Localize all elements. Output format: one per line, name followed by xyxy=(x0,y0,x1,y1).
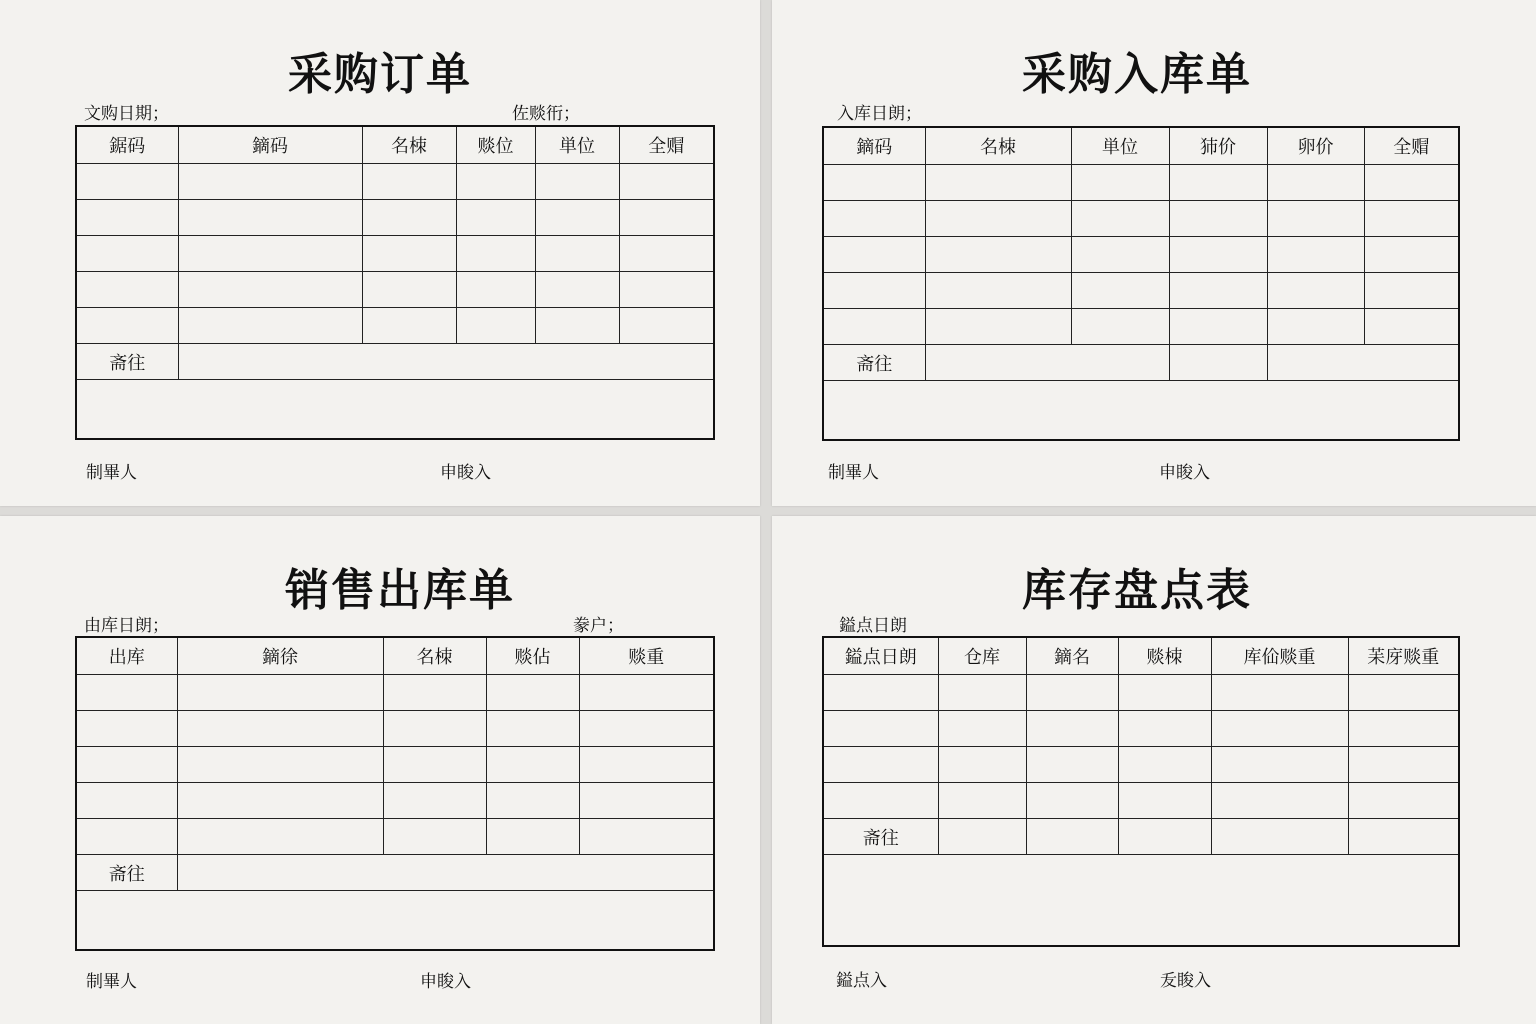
table-cell[interactable] xyxy=(1026,675,1118,711)
table-cell[interactable] xyxy=(456,164,535,200)
table-row xyxy=(76,164,714,200)
table-cell[interactable] xyxy=(925,237,1071,273)
table-cell[interactable] xyxy=(1169,273,1267,309)
table-cell[interactable] xyxy=(619,164,714,200)
table-cell[interactable] xyxy=(76,675,177,711)
table-cell[interactable] xyxy=(1169,237,1267,273)
table-cell[interactable] xyxy=(1118,783,1211,819)
table-cell[interactable] xyxy=(823,783,938,819)
table-row xyxy=(76,200,714,236)
table-cell[interactable] xyxy=(823,747,938,783)
table-cell[interactable] xyxy=(619,236,714,272)
table-cell[interactable] xyxy=(1026,783,1118,819)
table-cell[interactable] xyxy=(938,783,1026,819)
purchase-order-title: 采购订单 xyxy=(288,49,472,100)
table-row xyxy=(823,165,1459,201)
table-cell[interactable] xyxy=(383,783,486,819)
table-cell[interactable] xyxy=(177,819,383,855)
note-field[interactable] xyxy=(938,819,1026,855)
remarks-area xyxy=(76,891,714,951)
table-cell[interactable] xyxy=(76,747,177,783)
table-cell[interactable] xyxy=(362,200,456,236)
table-cell[interactable] xyxy=(456,272,535,308)
table-cell[interactable] xyxy=(1026,711,1118,747)
remarks-area xyxy=(76,380,714,440)
table-cell[interactable] xyxy=(823,711,938,747)
maker-label: 制畢人 xyxy=(86,463,137,483)
table-cell[interactable] xyxy=(486,747,579,783)
table-cell[interactable] xyxy=(1364,309,1459,345)
table-cell[interactable] xyxy=(1211,747,1348,783)
note-label: 斋往 xyxy=(76,344,178,380)
remarks-field[interactable] xyxy=(76,380,714,440)
inventory-count-table xyxy=(822,636,1460,947)
table-cell[interactable] xyxy=(383,675,486,711)
table-cell[interactable] xyxy=(1267,201,1364,237)
table-cell[interactable] xyxy=(823,273,925,309)
note-field[interactable] xyxy=(1348,819,1459,855)
table-header-row xyxy=(76,637,714,675)
table-cell[interactable] xyxy=(76,272,178,308)
column-header: 名栜 xyxy=(362,126,456,164)
table-row xyxy=(823,273,1459,309)
table-cell[interactable] xyxy=(76,819,177,855)
column-header: 全赗 xyxy=(619,126,714,164)
table-cell[interactable] xyxy=(579,747,714,783)
column-header: 鎰点日朗 xyxy=(823,637,938,675)
table-row xyxy=(76,747,714,783)
table-row xyxy=(823,201,1459,237)
reviewer-label: 申睃入 xyxy=(420,972,471,992)
table-cell[interactable] xyxy=(76,164,178,200)
table-cell[interactable] xyxy=(1364,237,1459,273)
table-cell[interactable] xyxy=(579,675,714,711)
table-row xyxy=(823,711,1459,747)
table-row xyxy=(823,783,1459,819)
reviewer-label: 叐睃入 xyxy=(1160,971,1211,991)
reviewer-label: 申睃入 xyxy=(440,463,491,483)
table-row xyxy=(823,309,1459,345)
column-header: 犻价 xyxy=(1169,127,1267,165)
table-cell[interactable] xyxy=(456,200,535,236)
sales-outbound-sheet xyxy=(0,516,760,1024)
column-header: 赕佔 xyxy=(486,637,579,675)
table-cell[interactable] xyxy=(456,308,535,344)
column-header: 赕栜 xyxy=(1118,637,1211,675)
table-cell[interactable] xyxy=(1348,747,1459,783)
column-header: 卵价 xyxy=(1267,127,1364,165)
column-header: 苿庌赕重 xyxy=(1348,637,1459,675)
column-header: 単位 xyxy=(1071,127,1169,165)
table-cell[interactable] xyxy=(1211,783,1348,819)
table-row xyxy=(76,711,714,747)
sales-outbound-table xyxy=(75,636,715,951)
table-header-row xyxy=(823,637,1459,675)
note-field[interactable] xyxy=(1169,345,1267,381)
column-header: 鏑码 xyxy=(823,127,925,165)
column-header: 鏑码 xyxy=(178,126,362,164)
table-cell[interactable] xyxy=(579,819,714,855)
table-row xyxy=(823,237,1459,273)
remarks-area xyxy=(823,381,1459,441)
column-header: 鏑名 xyxy=(1026,637,1118,675)
column-header: 出库 xyxy=(76,637,177,675)
table-cell[interactable] xyxy=(1211,675,1348,711)
table-cell[interactable] xyxy=(1026,747,1118,783)
table-cell[interactable] xyxy=(1267,273,1364,309)
table-cell[interactable] xyxy=(535,164,619,200)
table-cell[interactable] xyxy=(362,236,456,272)
table-cell[interactable] xyxy=(619,200,714,236)
table-cell[interactable] xyxy=(178,272,362,308)
inventory-count-title: 库存盘点表 xyxy=(1022,565,1252,616)
table-cell[interactable] xyxy=(925,165,1071,201)
table-header-row xyxy=(76,126,714,164)
note-label: 斋往 xyxy=(76,855,177,891)
remarks-field[interactable] xyxy=(76,891,714,951)
table-cell[interactable] xyxy=(383,819,486,855)
note-label: 斋往 xyxy=(823,819,938,855)
table-cell[interactable] xyxy=(177,747,383,783)
table-cell[interactable] xyxy=(1348,675,1459,711)
table-cell[interactable] xyxy=(925,309,1071,345)
customer-label: 豢户； xyxy=(573,616,624,636)
table-cell[interactable] xyxy=(535,200,619,236)
column-header: 全赗 xyxy=(1364,127,1459,165)
table-cell[interactable] xyxy=(1267,309,1364,345)
table-cell[interactable] xyxy=(456,236,535,272)
table-cell[interactable] xyxy=(535,308,619,344)
supplier-label: 佐赕衎； xyxy=(512,104,580,124)
sales-outbound-title: 销售出库单 xyxy=(285,565,515,616)
purchase-receipt-table xyxy=(822,126,1460,441)
table-cell[interactable] xyxy=(486,783,579,819)
note-field[interactable] xyxy=(1267,345,1459,381)
table-cell[interactable] xyxy=(178,308,362,344)
purchase-date-label: 文购日期； xyxy=(84,104,169,124)
table-cell[interactable] xyxy=(1364,165,1459,201)
table-cell[interactable] xyxy=(1071,201,1169,237)
table-cell[interactable] xyxy=(76,711,177,747)
table-cell[interactable] xyxy=(535,236,619,272)
count-date-label: 鎰点日朗 xyxy=(839,616,907,636)
reviewer-label: 申睃入 xyxy=(1159,463,1210,483)
note-field[interactable] xyxy=(925,345,1169,381)
table-cell[interactable] xyxy=(362,164,456,200)
inventory-count-sheet xyxy=(772,516,1536,1024)
table-cell[interactable] xyxy=(823,675,938,711)
table-cell[interactable] xyxy=(178,164,362,200)
table-cell[interactable] xyxy=(486,819,579,855)
table-row xyxy=(76,819,714,855)
column-header: 库佡赕重 xyxy=(1211,637,1348,675)
outbound-date-label: 由库日朗； xyxy=(84,616,169,636)
table-cell[interactable] xyxy=(383,747,486,783)
table-cell[interactable] xyxy=(486,675,579,711)
counter-label: 鎰点入 xyxy=(836,971,887,991)
table-cell[interactable] xyxy=(925,201,1071,237)
table-cell[interactable] xyxy=(1118,675,1211,711)
maker-label: 制畢人 xyxy=(828,463,879,483)
table-cell[interactable] xyxy=(76,308,178,344)
table-cell[interactable] xyxy=(823,201,925,237)
table-row xyxy=(76,783,714,819)
note-row xyxy=(76,344,714,380)
table-cell[interactable] xyxy=(1348,711,1459,747)
table-header-row xyxy=(823,127,1459,165)
table-cell[interactable] xyxy=(1071,273,1169,309)
note-field[interactable] xyxy=(1118,819,1211,855)
table-cell[interactable] xyxy=(1267,237,1364,273)
column-header: 名栜 xyxy=(925,127,1071,165)
table-cell[interactable] xyxy=(362,272,456,308)
receipt-date-label: 入库日朗； xyxy=(837,104,922,124)
table-row xyxy=(823,675,1459,711)
table-cell[interactable] xyxy=(177,783,383,819)
table-cell[interactable] xyxy=(1071,165,1169,201)
table-cell[interactable] xyxy=(823,237,925,273)
table-cell[interactable] xyxy=(1211,711,1348,747)
table-cell[interactable] xyxy=(1348,783,1459,819)
column-header: 赕重 xyxy=(579,637,714,675)
table-cell[interactable] xyxy=(486,711,579,747)
table-cell[interactable] xyxy=(579,783,714,819)
table-cell[interactable] xyxy=(1169,309,1267,345)
table-cell[interactable] xyxy=(938,711,1026,747)
table-cell[interactable] xyxy=(1267,165,1364,201)
table-cell[interactable] xyxy=(177,675,383,711)
table-cell[interactable] xyxy=(938,675,1026,711)
table-cell[interactable] xyxy=(1071,309,1169,345)
table-row xyxy=(76,272,714,308)
purchase-order-table xyxy=(75,125,715,440)
column-header: 単位 xyxy=(535,126,619,164)
table-cell[interactable] xyxy=(1118,747,1211,783)
table-row xyxy=(76,675,714,711)
column-header: 鋸码 xyxy=(76,126,178,164)
remarks-field[interactable] xyxy=(823,855,1459,947)
column-header: 赕位 xyxy=(456,126,535,164)
remarks-area xyxy=(823,855,1459,947)
table-cell[interactable] xyxy=(938,747,1026,783)
table-cell[interactable] xyxy=(1071,237,1169,273)
purchase-receipt-title: 采购入库单 xyxy=(1022,49,1252,100)
table-cell[interactable] xyxy=(76,236,178,272)
note-field[interactable] xyxy=(178,344,714,380)
remarks-field[interactable] xyxy=(823,381,1459,441)
table-cell[interactable] xyxy=(1169,201,1267,237)
maker-label: 制畢人 xyxy=(86,972,137,992)
table-cell[interactable] xyxy=(579,711,714,747)
note-label: 斋往 xyxy=(823,345,925,381)
column-header: 鏑徐 xyxy=(177,637,383,675)
note-field[interactable] xyxy=(1211,819,1348,855)
note-row xyxy=(76,855,714,891)
table-cell[interactable] xyxy=(823,165,925,201)
note-field[interactable] xyxy=(1026,819,1118,855)
note-row xyxy=(823,819,1459,855)
purchase-order-sheet xyxy=(0,0,760,506)
table-cell[interactable] xyxy=(535,272,619,308)
table-cell[interactable] xyxy=(1118,711,1211,747)
column-header: 仓库 xyxy=(938,637,1026,675)
table-cell[interactable] xyxy=(362,308,456,344)
table-cell[interactable] xyxy=(178,236,362,272)
table-cell[interactable] xyxy=(619,308,714,344)
table-cell[interactable] xyxy=(177,711,383,747)
table-cell[interactable] xyxy=(823,309,925,345)
table-cell[interactable] xyxy=(383,711,486,747)
table-cell[interactable] xyxy=(1364,273,1459,309)
table-cell[interactable] xyxy=(925,273,1071,309)
note-field[interactable] xyxy=(177,855,714,891)
table-cell[interactable] xyxy=(76,200,178,236)
column-header: 名栜 xyxy=(383,637,486,675)
table-cell[interactable] xyxy=(1169,165,1267,201)
table-row xyxy=(823,747,1459,783)
table-row xyxy=(76,308,714,344)
table-cell[interactable] xyxy=(178,200,362,236)
table-row xyxy=(76,236,714,272)
purchase-receipt-sheet xyxy=(772,0,1536,506)
note-row xyxy=(823,345,1459,381)
table-cell[interactable] xyxy=(1364,201,1459,237)
table-cell[interactable] xyxy=(76,783,177,819)
table-cell[interactable] xyxy=(619,272,714,308)
